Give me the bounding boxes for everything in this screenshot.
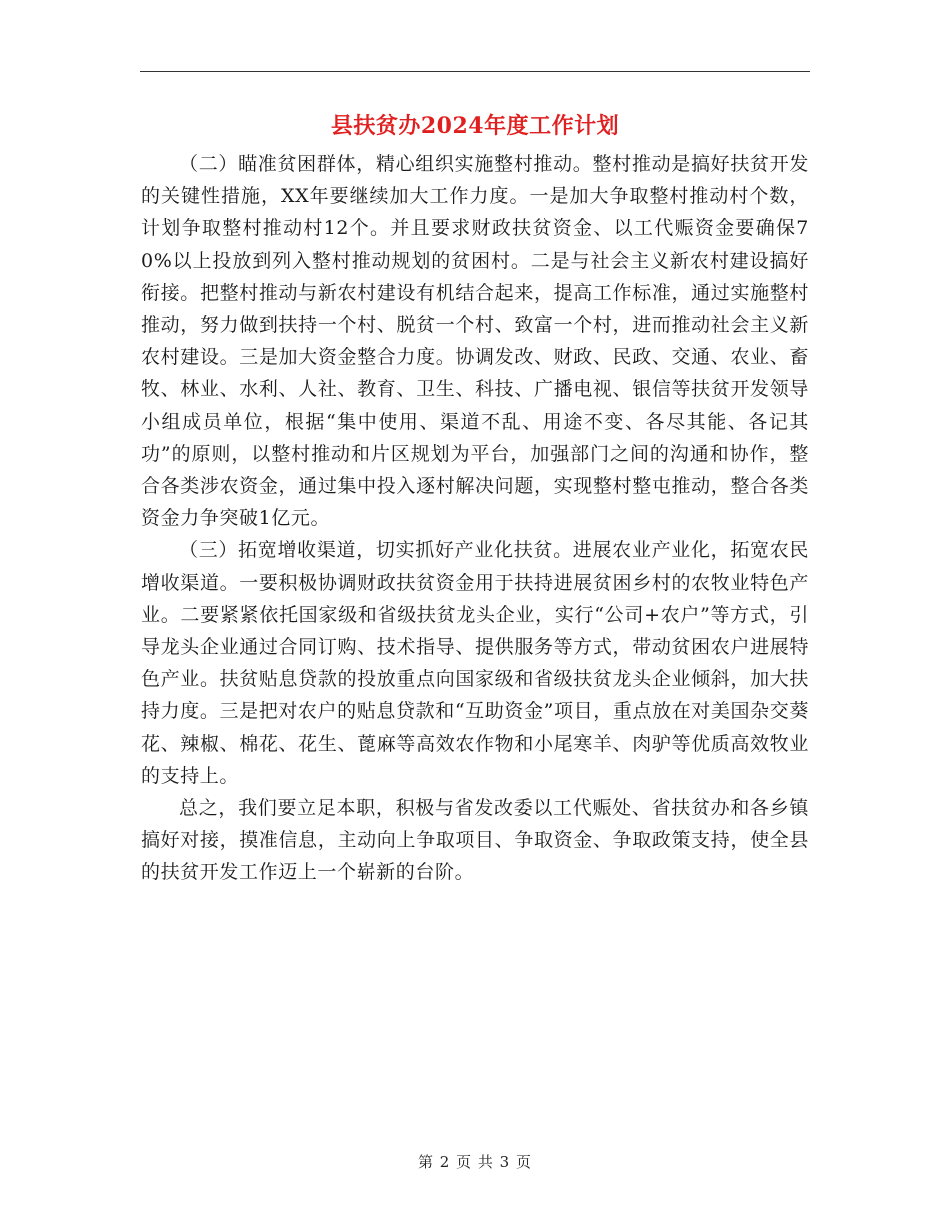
paragraph-village-promotion: （二）瞄准贫困群体，精心组织实施整村推动。整村推动是搞好扶贫开发的关键性措施，XX年要继续加大工作力度。一是加大争取整村推动村个数，计划争取整村推动村12个。并且要求财政扶贫资金、以工代赈资金要确保70%以上投放到列入整村推动规划的贫困村。二是与社会主义新农村建设搞好衔接。把整村推动与新农村建设有机结合起来，提高工作标准，通过实施整村推动，努力做到扶持一个村、脱贫一个村、致富一个村，进而推动社会主义新农村建设。三是加大资金整合力度。协调发改、财政、民政、交通、农业、畜牧、林业、水利、人社、教育、卫生、科技、广播电视、银信等扶贫开发领导小组成员单位，根据“集中使用、渠道不乱、用途不变、各尽其能、各记其功”的原则，以整村推动和片区规划为平台，加强部门之间的沟通和协作，整合各类涉农资金，通过集中投入逐村解决问题，实现整村整屯推动，整合各类资金力争突破1亿元。 xyxy=(141,153,809,530)
page-number-footer: 第 2 页 共 3 页 xyxy=(418,1153,532,1171)
paragraph-industrial-poverty-alleviation: （三）拓宽增收渠道，切实抓好产业化扶贫。进展农业产业化，拓宽农民增收渠道。一要积极协调财政扶贫资金用于扶持进展贫困乡村的农牧业特色产业。二要紧紧依托国家级和省级扶贫龙头企业，实行“公司+农户”等方式，引导龙头企业通过合同订购、技术指导、提供服务等方式，带动贫困农户进展特色产业。扶贫贴息贷款的投放重点向国家级和省级扶贫龙头企业倾斜，加大扶持力度。三是把对农户的贴息贷款和“互助资金”项目，重点放在对美国杂交葵花、辣椒、棉花、花生、蓖麻等高效农作物和小尾寒羊、肉驴等优质高效牧业的支持上。 xyxy=(141,539,809,787)
paragraph-conclusion: 总之，我们要立足本职，积极与省发改委以工代赈处、省扶贫办和各乡镇搞好对接，摸准信息，主动向上争取项目、争取资金、争取政策支持，使全县的扶贫开发工作迈上一个崭新的台阶。 xyxy=(141,797,809,884)
header-rule xyxy=(140,71,810,72)
document-title: 县扶贫办2024年度工作计划 xyxy=(330,113,620,139)
document-body xyxy=(141,148,809,889)
